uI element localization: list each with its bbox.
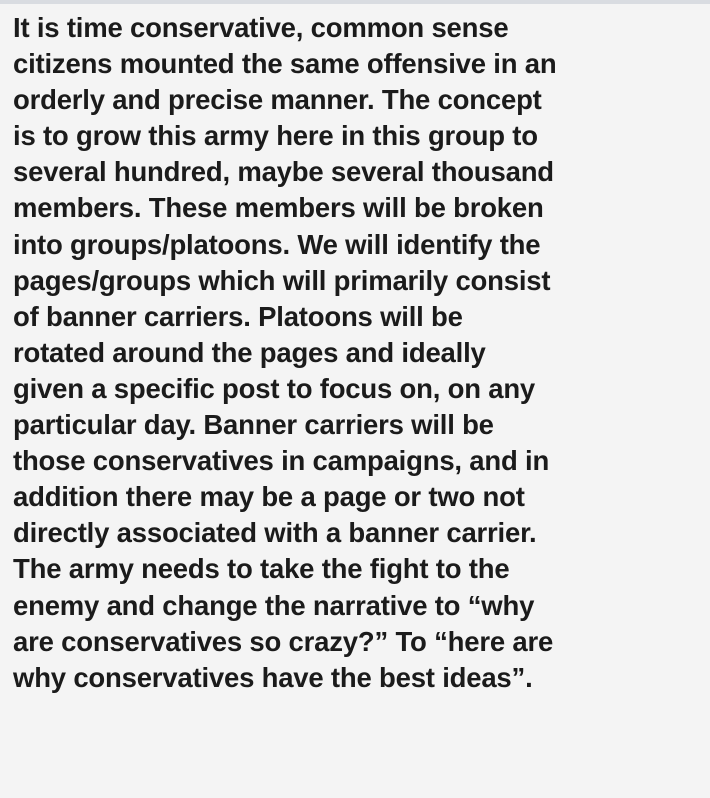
post-card	[0, 4, 710, 798]
post-text-line: directly associated with a banner carrier.	[13, 517, 537, 549]
post-text-line: why conservatives have the best ideas”.	[13, 661, 533, 693]
post-text-line: is to grow this army here in this group to	[13, 120, 538, 152]
post-text-line: into groups/platoons. We will identify the	[13, 228, 541, 260]
post-text-line: It is time conservative, common sense	[13, 12, 509, 43]
post-text-line: pages/groups which will primarily consist	[13, 264, 551, 296]
post-text-line: particular day. Banner carriers will be	[13, 409, 494, 441]
post-text[interactable]	[13, 10, 703, 696]
post-text-line: several hundred, maybe several thousand	[13, 156, 554, 188]
post-text-line: citizens mounted the same offensive in an	[13, 48, 557, 80]
post-text-line: rotated around the pages and ideally	[13, 336, 486, 368]
post-text-line: given a specific post to focus on, on any	[13, 372, 536, 404]
post-text-line: The army needs to take the fight to the	[13, 553, 510, 585]
post-text-line: are conservatives so crazy?” To “here are	[13, 625, 554, 657]
post-text-line: orderly and precise manner. The concept	[13, 84, 542, 116]
post-text-line: members. These members will be broken	[13, 192, 544, 224]
post-text-line: addition there may be a page or two not	[13, 481, 525, 513]
post-text-line: of banner carriers. Platoons will be	[13, 300, 463, 332]
post-text-line: those conservatives in campaigns, and in	[13, 445, 550, 477]
post-text-line: enemy and change the narrative to “why	[13, 589, 535, 621]
